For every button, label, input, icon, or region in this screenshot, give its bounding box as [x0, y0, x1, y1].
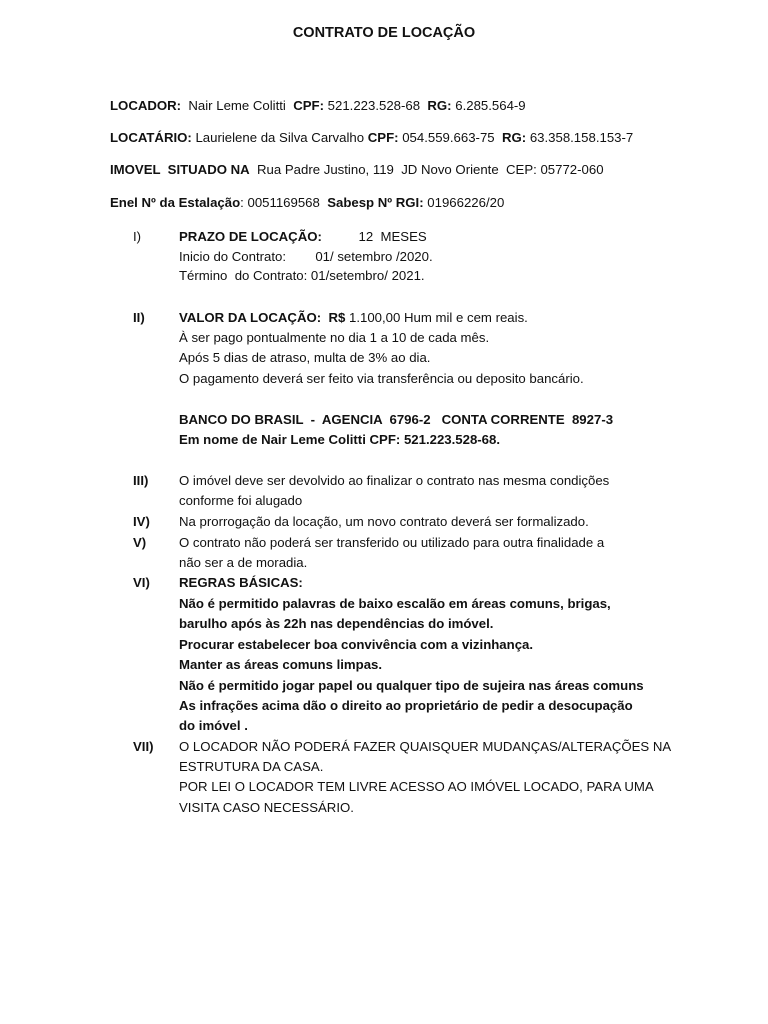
payment-window-line: À ser pago pontualmente no dia 1 a 10 de cada mês. [179, 330, 490, 345]
locatario-line [110, 130, 633, 145]
rule-line: do imóvel . [179, 718, 248, 733]
valor-label: VALOR DA LOCAÇÃO: R$ [179, 310, 346, 325]
locatario-label: LOCATÁRIO: [110, 130, 192, 145]
rule-line: Manter as áreas comuns limpas. [179, 657, 383, 672]
late-fee-line: Após 5 dias de atraso, multa de 3% ao dia. [179, 350, 431, 365]
utilities-line [110, 195, 504, 210]
imovel-line [110, 162, 604, 177]
locador-rg-label: RG: [427, 98, 452, 113]
clause-number: V) [133, 535, 147, 550]
clause-number: VII) [133, 739, 154, 754]
clause-number: I) [133, 229, 142, 244]
bank-details-line: BANCO DO BRASIL - AGENCIA 6796-2 CONTA CORRENTE 8927-3 [179, 412, 614, 427]
imovel-cep: 05772-060 [540, 162, 604, 177]
rule-line: As infrações acima dão o direito ao proprietário de pedir a desocupação [179, 698, 633, 713]
locatario-rg: 63.358.158.153-7 [529, 130, 634, 145]
termino-line: Término do Contrato: 01/setembro/ 2021. [179, 268, 425, 283]
locatario-rg-label: RG: [501, 130, 527, 145]
locatario-cpf-label: CPF: [367, 130, 399, 145]
clause-number: VI) [133, 575, 150, 590]
account-holder-line: Em nome de Nair Leme Colitti CPF: 521.223.528-68. [179, 432, 501, 447]
document-title: CONTRATO DE LOCAÇÃO [292, 25, 476, 41]
clause-text-line: O LOCADOR NÃO PODERÁ FAZER QUAISQUER MUDANÇAS/ALTERAÇÕES NA [179, 739, 672, 754]
clause-text-line: POR LEI O LOCADOR TEM LIVRE ACESSO AO IMÓVEL LOCADO, PARA UMA [179, 779, 654, 794]
prazo-value: 12 MESES [358, 229, 427, 244]
clause-text-line: O contrato não poderá ser transferido ou utilizado para outra finalidade a [179, 535, 605, 550]
locatario-name: Laurielene da Silva Carvalho [195, 130, 365, 145]
clause-text-line: Na prorrogação da locação, um novo contrato deverá ser formalizado. [179, 514, 589, 529]
rule-line: Não é permitido jogar papel ou qualquer tipo de sujeira nas áreas comuns [179, 678, 644, 693]
clause-text-line: ESTRUTURA DA CASA. [179, 759, 324, 774]
sabesp-number: 01966226/20 [427, 195, 505, 210]
clause-text-line: conforme foi alugado [179, 493, 303, 508]
prazo-line [179, 229, 427, 244]
locador-rg: 6.285.564-9 [455, 98, 526, 113]
valor-line [179, 310, 528, 325]
imovel-address: Rua Padre Justino, 119 JD Novo Oriente [257, 162, 499, 177]
inicio-line: Inicio do Contrato: 01/ setembro /2020. [179, 249, 433, 264]
clause-number: III) [133, 473, 149, 488]
locador-label: LOCADOR: [110, 98, 182, 113]
locador-line [110, 98, 526, 113]
imovel-cep-label: CEP: [506, 162, 537, 177]
clause-text-line: O imóvel deve ser devolvido ao finalizar o contrato nas mesma condições [179, 473, 610, 488]
rules-heading: REGRAS BÁSICAS: [179, 575, 303, 590]
enel-label: Enel Nº da Estalação [110, 195, 241, 210]
valor-value: 1.100,00 Hum mil e cem reais. [348, 310, 528, 325]
rule-line: barulho após às 22h nas dependências do imóvel. [179, 616, 494, 631]
rule-line: Não é permitido palavras de baixo escalão em áreas comuns, brigas, [179, 596, 611, 611]
rule-line: Procurar estabelecer boa convivência com a vizinhança. [179, 637, 534, 652]
locatario-cpf: 054.559.663-75 [402, 130, 495, 145]
clause-text-line: não ser a de moradia. [179, 555, 308, 570]
sabesp-label: Sabesp Nº RGI: [327, 195, 424, 210]
clause-number: II) [133, 310, 145, 325]
locador-name: Nair Leme Colitti [188, 98, 286, 113]
clause-number: IV) [133, 514, 150, 529]
locador-cpf-label: CPF: [293, 98, 324, 113]
locador-cpf: 521.223.528-68 [327, 98, 421, 113]
clause-text-line: VISITA CASO NECESSÁRIO. [179, 800, 354, 815]
enel-number: : 0051169568 [240, 195, 320, 210]
payment-method-line: O pagamento deverá ser feito via transferência ou deposito bancário. [179, 371, 584, 386]
imovel-label: IMOVEL SITUADO NA [110, 162, 250, 177]
prazo-label: PRAZO DE LOCAÇÃO: [179, 229, 322, 244]
